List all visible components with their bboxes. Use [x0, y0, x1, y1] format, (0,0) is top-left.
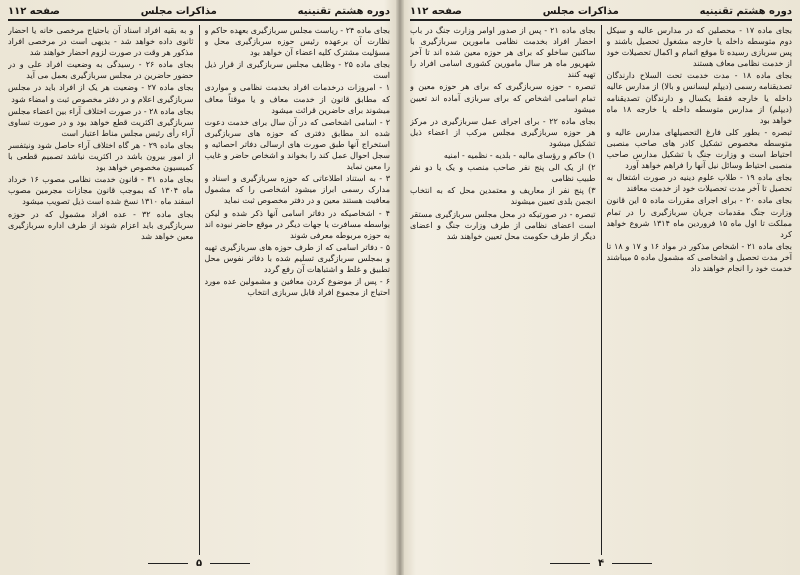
paragraph: بجای ماده ۳۱ - قانون خدمت نظامی مصوب ۱۶ خرداد ماه ۱۳۰۴ که بموجب قانون مجازات مجرمین مصوب اسفند ماه ۱۳۱۰ نسخ شده است ذیل تصویب میشود: [8, 175, 194, 207]
right-header-session: دوره هشتم تقنینیه: [699, 5, 792, 17]
column-divider: [199, 25, 200, 555]
right-page-columns: [410, 25, 792, 555]
paragraph: بجای ماده ۲۱ - پس از صدور اوامر وزارت جنگ در باب احضار افراد بخدمت نظامی مامورین سربازگیری با ساکنین ساخلو که برای هر حوزه معین شده اند تا آخر شهریور ماه هر سال مامورین کشوری اسامی افراد را تهیه کنند: [410, 26, 596, 80]
paragraph: بجای ماده ۲۱ - اشخاص مذکور در مواد ۱۶ و ۱۷ و ۱۸ تا آخر مدت تحصیل و اشخاصی که مشمول ماده ۵ میباشند خدمت خود را انجام خواهند داد: [606, 241, 792, 273]
paragraph: تبصره - بطور کلی فارغ التحصیلهای مدارس عالیه و متوسطه مخصوص تشکیل کادر های صاحب منصبی احتیاط است و وزارت جنگ با تشکیل مدارس صاحب منصبی احتیاط وسائل نیل آنها را فراهم خواهد آورد: [606, 127, 792, 171]
paragraph: تبصره - حوزه سربازگیری که برای هر حوزه معین و تمام اسامی اشخاص که برای سربازی آماده اند تعیین میشود: [410, 82, 596, 114]
paragraph: ۲ - اسامی اشخاصی که در آن سال برای خدمت دعوت شده اند مطابق دفتری که حوزه های سربازگیری استخراج آنها طبق صورت های ارسالی دفاتر احصائیه و سجل احوال عمل کند را بخواند و اشخاص حاضر و غایب را معین نماید: [204, 117, 390, 172]
paragraph: بجای ماده ۲۹ - هر گاه اختلاف آراء حاصل شود ونیتفسر از امور بیرون باشد در اکثریت نباشد تصمیم قطعی با کمیسیون مخصوص خواهد بود: [8, 140, 194, 173]
paragraph: ۵ - دفاتر اسامی که از طرف حوزه های سربازگیری تهیه و بمجلس سربازگیری تسلیم شده با دفاتر نفوس محل تطبیق و غلط و اشتباهات آن رفع گردد: [204, 242, 390, 274]
right-page-left-column: [410, 25, 596, 555]
left-header-title: مذاکرات مجلس: [140, 5, 217, 17]
left-page: [0, 0, 398, 575]
right-page-header: [410, 4, 792, 21]
right-page: [402, 0, 800, 575]
paragraph: ۱) حاکم و رؤسای مالیه - بلدیه - نظمیه - امنیه: [443, 151, 596, 161]
paragraph: بجای ماده ۲۸ - در صورت اختلاف آراء بین اعضاء مجلس سربازگیری اکثریت قطع خواهد بود و در صورت تساوی آراء رأی رئیس مجلس مناط اعتبار است: [8, 106, 194, 138]
paragraph: ۲) از یک الی پنج نفر صاحب منصب و یک یا دو نفر طبیب نظامی: [410, 163, 596, 184]
paragraph: ۳) پنج نفر از معاریف و معتمدین محل که به انتخاب انجمن بلدی تعیین میشوند: [410, 186, 596, 207]
left-page-right-column: [205, 25, 391, 555]
paragraph: ۱ - امروزات درخدمات افراد بخدمت نظامی و مواردی که مطابق قانون از خدمت معاف و یا موقتاً معاف میشوند برای حاضرین قرائت میشود: [204, 83, 390, 115]
paragraph: بجای ماده ۲۵ - وظایف مجلس سربازگیری از قرار ذیل است: [204, 60, 390, 81]
paragraph: بجای ماده ۱۷ - محصلین که در مدارس عالیه و سیکل دوم متوسطه داخله یا خارجه مشغول تحصیل باشند و پس سربازی رسیده تا موقع اتمام و اکمال تحصیلات خود از خدمت نظامی معاف هستند: [606, 26, 792, 69]
paragraph: بجای ماده ۲۲ - برای اجرای عمل سربازگیری در مرکز هر حوزه سربازگیری مجلس مرکب از اعضاء ذیل تشکیل میشود: [410, 116, 596, 148]
column-divider: [601, 25, 602, 555]
right-header-page-label: صفحه ۱۱۲: [410, 5, 462, 17]
paragraph: ۴ - اشخاصیکه در دفاتر اسامی آنها ذکر شده و لیکن بواسطه مسافرت یا جهات دیگر در موقع حاضر نبوده اند به حوزه مربوطه معرفی شوند: [204, 208, 390, 240]
paragraph: بجای ماده ۱۹ - طلاب علوم دینیه در صورت اشتغال به تحصیل تا آخر مدت تحصیلات خود از خدمت معافند: [606, 173, 792, 194]
left-header-session: دوره هشتم تقنینیه: [297, 5, 390, 17]
right-page-number: ۴: [402, 558, 800, 569]
left-page-columns: [8, 25, 390, 555]
paragraph: ۶ - پس از موضوع کردن معافین و مشمولین عده مورد احتیاج از مجموع افراد قابل سربازی انتخاب: [204, 277, 390, 298]
paragraph: ۳ - به استناد اطلاعاتی که حوزه سربازگیری و اسناد و مدارک رسمی ابراز میشود اشخاصی را که مشمول معافیت هستند معین و در دفتر مخصوص ثبت نماید: [204, 174, 390, 206]
paragraph: بجای ماده ۲۴ - ریاست مجلس سربازگیری بعهده حاکم و نظارت آن برعهده رئیس حوزه سربازگیری محل و مسؤلیت مشترک کلیه اعضاء آن خواهد بود: [204, 26, 390, 58]
paragraph: بجای ماده ۱۸ - مدت خدمت تحت السلاح دارندگان تصدیقنامه رسمی (دیپلم لیسانس و بالا) از مدارس عالیه داخله یا خارجه فقط یکسال و دارندگان تصدیقنامه (دیپلم) از مدارس متوسطه داخله یا خارجه ۱۸ ماه خواهد بود: [606, 71, 792, 125]
right-header-title: مذاکرات مجلس: [542, 5, 619, 17]
paragraph: و به بقیه افراد اسناد آن باحتیاج مرخصی خانه یا احضار ثانوی داده خواهد شد - بدیهی است در مرخصی افراد مذکور هر وقت در صورت لزوم احضار خواهند شد: [8, 26, 194, 58]
paragraph: تبصره - در صورتیکه در محل مجلس سربازگیری مستقر است اعضای نظامی از طرف وزارت جنگ و اعضای دیگر از طرف حکومت محل تعیین خواهند شد: [410, 209, 596, 241]
paragraph: بجای ماده ۳۲ - عده افراد مشمول که در حوزه سربازگیری باید اعزام شوند از طرف اداره سربازگیری معین خواهد شد: [8, 209, 194, 241]
paragraph: بجای ماده ۲۰ - برای اجرای مقررات ماده ۵ این قانون وزارت جنگ مقدمات جریان سربازگیری را در تمام مملکت تا اول ماه ۱۵ فروردین ماه ۱۳۱۴ شروع خواهد کرد: [606, 196, 792, 239]
left-page-header: [8, 4, 390, 21]
paragraph: بجای ماده ۲۶ - رسیدگی به وضعیت افراد علی و در حضور حاضرین در مجلس سربازگیری بعمل می آید: [8, 60, 194, 81]
paragraph: بجای ماده ۲۷ - وضعیت هر یک از افراد باید در مجلس سربازگیری اعلام و در دفتر مخصوص ثبت و امضاء شود: [8, 83, 194, 104]
left-header-page-label: صفحه ۱۱۲: [8, 5, 60, 17]
right-page-right-column: [607, 25, 793, 555]
left-page-left-column: [8, 25, 194, 555]
left-page-number: ۵: [0, 558, 398, 569]
